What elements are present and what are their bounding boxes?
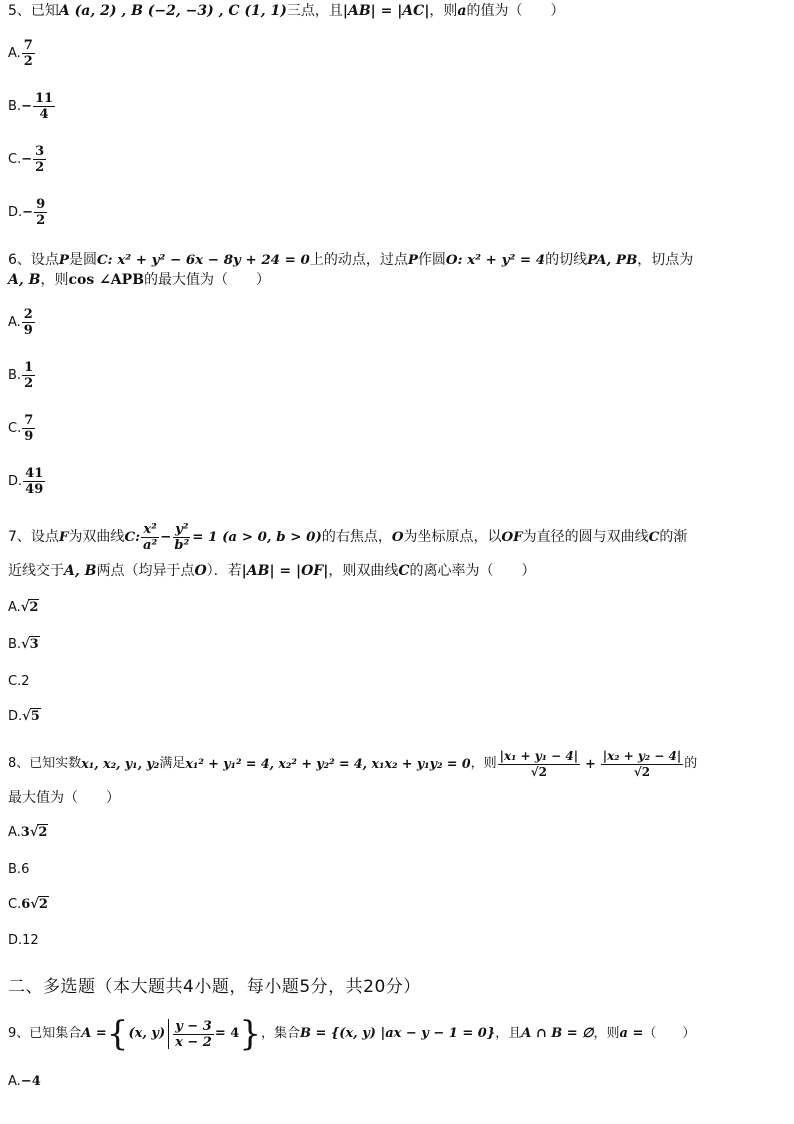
q9-text: ，则	[593, 1026, 620, 1041]
option-sqrt: √3	[21, 637, 39, 652]
q6-text: 的最大值为（ ）	[144, 272, 271, 288]
option-label: B.	[8, 862, 22, 877]
option-fraction	[22, 360, 35, 391]
q7-stem-line-1	[8, 520, 687, 554]
q7-fraction-x	[141, 522, 159, 553]
option-value: 2	[21, 674, 30, 689]
option-label: D.	[8, 205, 23, 220]
option-label: C.	[8, 674, 22, 689]
q6-math-circle-o: O: x² + y² = 4	[445, 252, 546, 268]
q9-text: （ ）	[643, 1026, 696, 1041]
q7-math-minus: −	[160, 529, 172, 545]
fraction-denominator: 9	[23, 323, 33, 338]
sqrt-radicand: 3	[29, 637, 39, 652]
q6-text: ，则	[40, 272, 69, 288]
fraction-numerator: |x₁ + y₁ − 4|	[499, 748, 579, 763]
q7-stem-line-2	[8, 562, 536, 580]
fraction-denominator: 4	[39, 107, 49, 122]
q7-math: OF	[501, 529, 523, 545]
option-label: C.	[8, 152, 22, 167]
option-fraction	[22, 413, 35, 444]
q7-text: 为坐标原点，以	[403, 529, 502, 545]
q7-math: A, B	[64, 563, 97, 579]
q5-stem	[8, 2, 565, 20]
q8-text: 满足	[159, 756, 186, 771]
q6-text: 6、设点	[8, 252, 59, 268]
fraction-denominator: 49	[25, 482, 44, 497]
fraction-denominator: 2	[36, 213, 46, 228]
fraction-denominator: √2	[633, 764, 651, 779]
q8-option-c[interactable]	[8, 897, 49, 912]
fraction-numerator: 41	[25, 466, 44, 481]
q8-text: ，则	[470, 756, 497, 771]
q7-fraction-y	[172, 522, 191, 553]
option-value: −4	[20, 1074, 41, 1089]
fraction-denominator: √2	[530, 764, 547, 779]
fraction-numerator: 1	[24, 360, 34, 375]
q5-option-d[interactable]	[8, 197, 48, 228]
option-label: C.	[8, 897, 22, 912]
option-sign: −	[22, 205, 34, 220]
fraction-denominator: 2	[24, 376, 34, 391]
q8-text: 最大值为（ ）	[8, 790, 120, 806]
q7-math: O	[391, 529, 404, 545]
q8-option-a[interactable]	[8, 825, 48, 840]
q5-math-var: a	[457, 3, 467, 19]
option-coefficient: 6	[21, 897, 31, 912]
q6-math-tangents: PA, PB	[587, 252, 638, 268]
option-value: 12	[22, 933, 39, 948]
q8-stem-line-1	[8, 744, 697, 784]
q9-fraction	[173, 1019, 214, 1050]
q8-fraction-1	[498, 749, 581, 780]
q6-math: P	[58, 252, 69, 268]
fraction-denominator: b²	[174, 537, 190, 553]
q6-math: A, B	[8, 272, 41, 288]
q9-brace-open: {	[106, 1014, 129, 1054]
sqrt-radicand: 2	[29, 600, 39, 615]
fraction-denominator: a²	[143, 537, 158, 553]
q7-option-a[interactable]	[8, 600, 39, 615]
q5-option-c[interactable]	[8, 144, 47, 175]
option-sqrt: √2	[29, 825, 48, 840]
q7-text: 两点（均异于点	[96, 563, 195, 579]
q9-math: (x, y)	[128, 1026, 166, 1041]
fraction-denominator: 2	[35, 160, 45, 175]
q7-text: 的右焦点，	[321, 529, 392, 545]
fraction-numerator: 3	[35, 144, 45, 159]
q9-stem	[8, 1012, 695, 1056]
q8-option-d[interactable]	[8, 933, 39, 948]
fraction-numerator: 9	[36, 197, 46, 212]
q6-text: 是圆	[69, 252, 97, 268]
q7-math: O	[194, 563, 207, 579]
option-label: A.	[8, 825, 21, 840]
option-label: D.	[8, 474, 23, 489]
q6-option-b[interactable]	[8, 360, 36, 391]
q5-option-b[interactable]	[8, 91, 56, 122]
fraction-numerator: 7	[24, 413, 34, 428]
q6-option-a[interactable]	[8, 307, 36, 338]
q5-option-a[interactable]	[8, 38, 36, 69]
option-sqrt: √2	[20, 600, 39, 615]
option-label: A.	[8, 1074, 21, 1089]
q7-option-b[interactable]	[8, 637, 40, 652]
q7-text: ，则双曲线	[328, 563, 399, 579]
q8-fraction-2	[601, 749, 684, 780]
q6-stem-line-1	[8, 251, 693, 270]
q7-math: F	[58, 529, 69, 545]
q9-set-bar	[168, 1019, 169, 1049]
option-sqrt: √2	[30, 897, 48, 912]
fraction-numerator: |x₂ + y₂ − 4|	[602, 748, 682, 763]
q6-text: 上的动点，过点	[309, 252, 408, 268]
q7-text: 的离心率为（ ）	[409, 563, 536, 579]
fraction-numerator: y − 3	[175, 1018, 212, 1034]
q9-math: A ∩ B = ∅	[521, 1026, 594, 1041]
fraction-numerator: x²	[143, 521, 157, 537]
q5-math-points: A (a, 2) , B (−2, −3) , C (1, 1)	[58, 3, 287, 19]
q9-text: ，集合	[260, 1026, 300, 1041]
sqrt-radicand: 5	[30, 709, 40, 724]
q8-text: 8、已知实数	[8, 756, 82, 771]
option-label: B.	[8, 99, 22, 114]
q9-text: 9、已知集合	[8, 1026, 82, 1041]
option-coefficient: 3	[20, 825, 30, 840]
fraction-numerator: 7	[23, 38, 33, 53]
q9-text: ，且	[495, 1026, 522, 1041]
q8-stem-line-2	[8, 789, 120, 807]
option-label: A.	[8, 600, 21, 615]
q6-option-c[interactable]	[8, 413, 36, 444]
option-label: A.	[8, 315, 21, 330]
option-sign: −	[21, 99, 32, 114]
sqrt-radicand: 2	[38, 825, 48, 840]
q9-math: = 4	[214, 1026, 240, 1041]
option-fraction	[22, 38, 35, 69]
option-label: A.	[8, 46, 21, 61]
option-label: B.	[8, 368, 22, 383]
q7-option-c[interactable]	[8, 674, 30, 689]
q5-stem-text: 5、已知	[8, 3, 59, 19]
q9-math: a =	[619, 1026, 644, 1041]
q6-math-cos: cos ∠APB	[68, 272, 145, 288]
option-fraction	[34, 197, 47, 228]
q7-math: = 1 (a > 0, b > 0)	[192, 529, 322, 545]
q6-stem-line-2	[8, 271, 270, 289]
option-label: C.	[8, 421, 22, 436]
q7-option-d[interactable]	[8, 709, 41, 724]
option-fraction	[23, 466, 45, 497]
fraction-numerator: 11	[34, 91, 54, 106]
q9-math: A =	[81, 1026, 107, 1041]
q8-text: 的	[684, 756, 698, 771]
option-label: D.	[8, 933, 23, 948]
q6-option-d[interactable]	[8, 466, 46, 497]
q7-text: ）．若	[206, 563, 242, 579]
q6-math-circle-c: C: x² + y² − 6x − 8y + 24 = 0	[97, 252, 310, 268]
option-label: B.	[8, 637, 22, 652]
q5-stem-text-4: 的值为（ ）	[466, 3, 565, 19]
fraction-denominator: 2	[23, 54, 33, 69]
section-heading: 二、多选题（本大题共4小题，每小题5分，共20分）	[8, 977, 421, 997]
q9-option-a[interactable]	[8, 1074, 41, 1089]
fraction-denominator: x − 2	[175, 1034, 212, 1050]
q6-math: P	[407, 252, 418, 268]
option-sign: −	[21, 152, 33, 167]
q9-math-set-b: B = {(x, y) |ax − y − 1 = 0}	[299, 1026, 496, 1041]
q5-math-condition: |AB| = |AC|	[342, 3, 430, 19]
q7-text: 近线交于	[8, 563, 64, 579]
option-sqrt: √5	[22, 709, 40, 724]
fraction-denominator: 9	[24, 429, 34, 444]
q5-stem-text-2: 三点，且	[286, 3, 343, 19]
q8-option-b[interactable]	[8, 862, 29, 877]
q7-math: C	[398, 563, 410, 579]
q7-text: 为双曲线	[68, 529, 125, 545]
q7-math: C	[648, 529, 660, 545]
q6-text: ，切点为	[637, 252, 694, 268]
option-fraction	[22, 307, 35, 338]
option-value: 6	[21, 862, 30, 877]
q9-brace-close: }	[239, 1014, 261, 1054]
q7-text: 7、设点	[8, 529, 59, 545]
q5-stem-text-3: ，则	[429, 3, 458, 19]
q7-text: 的渐	[659, 529, 688, 545]
q7-math: |AB| = |OF|	[241, 563, 329, 579]
fraction-numerator: y²	[175, 521, 189, 537]
sqrt-radicand: 2	[38, 897, 48, 912]
q6-text: 作圆	[417, 252, 446, 268]
q8-math: x₁, x₂, y₁, y₂	[81, 756, 160, 771]
q6-text: 的切线	[545, 252, 588, 268]
q7-text: 为直径的圆与双曲线	[522, 529, 649, 545]
fraction-numerator: 2	[23, 307, 33, 322]
q8-math-plus: +	[585, 756, 596, 771]
option-fraction	[33, 144, 46, 175]
q8-math-conditions: x₁² + y₁² = 4, x₂² + y₂² = 4, x₁x₂ + y₁y₂ = 0	[185, 756, 471, 771]
q7-math: C:	[124, 529, 141, 545]
option-fraction	[33, 91, 55, 122]
option-label: D.	[8, 709, 23, 724]
